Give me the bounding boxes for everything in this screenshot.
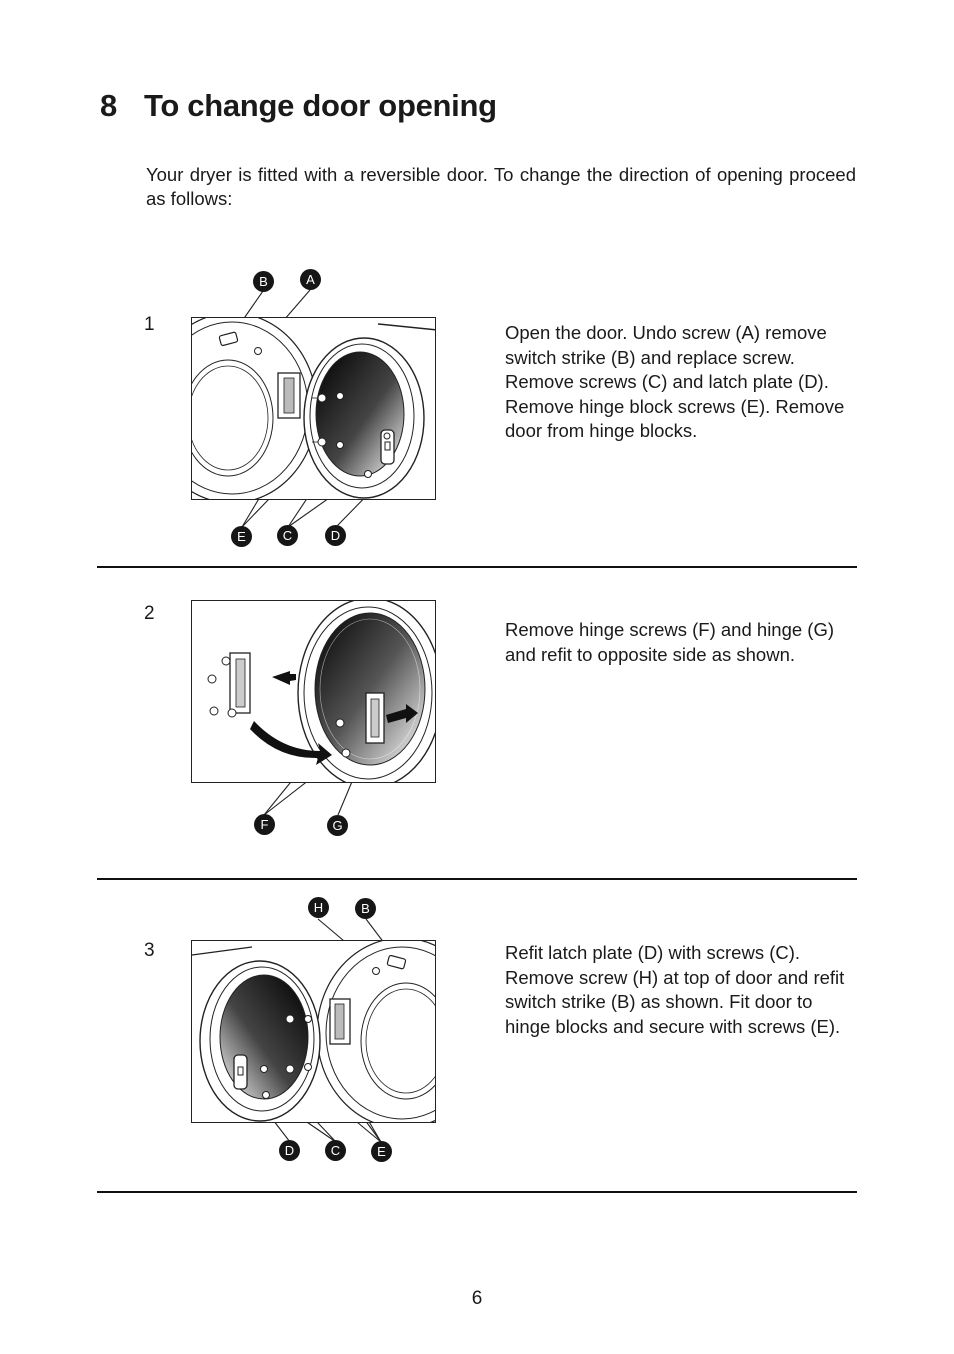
callout-h: H [308, 897, 329, 918]
step-1-instructions: Open the door. Undo screw (A) remove switch strike (B) and replace screw. Remove screws (C) and latch plate (D). Remove hinge block screws (E). Remove door from hinge blocks. [505, 322, 845, 442]
page-number: 6 [471, 1288, 483, 1309]
step-1-number: 1 [144, 314, 155, 335]
callout-c: C [277, 525, 298, 546]
step-2-number: 2 [144, 603, 155, 624]
callout-d: D [279, 1140, 300, 1161]
callout-e: E [231, 526, 252, 547]
divider-1 [97, 566, 857, 568]
divider-3 [97, 1191, 857, 1193]
callout-g: G [327, 815, 348, 836]
divider-2 [97, 878, 857, 880]
step-3-instructions: Refit latch plate (D) with screws (C). Remove screw (H) at top of door and refit switch strike (B) as shown. Fit door to hinge blocks and secure with screws (E). [505, 942, 845, 1037]
callout-d: D [325, 525, 346, 546]
callout-b: B [355, 898, 376, 919]
callout-e: E [371, 1141, 392, 1162]
section-title: To change door opening [144, 88, 497, 123]
step-3-illustration [191, 940, 436, 1123]
callout-a: A [300, 269, 321, 290]
callout-f: F [254, 814, 275, 835]
step-2-illustration [191, 600, 436, 783]
step-2-instructions: Remove hinge screws (F) and hinge (G) and refit to opposite side as shown. [505, 619, 835, 665]
step-1-illustration [191, 317, 436, 500]
callout-c: C [325, 1140, 346, 1161]
intro-paragraph: Your dryer is fitted with a reversible door. To change the direction of opening proceed as follows: [146, 164, 856, 209]
section-heading [100, 88, 497, 124]
step-3-number: 3 [144, 940, 155, 961]
callout-b: B [253, 271, 274, 292]
section-number: 8 [100, 88, 117, 123]
